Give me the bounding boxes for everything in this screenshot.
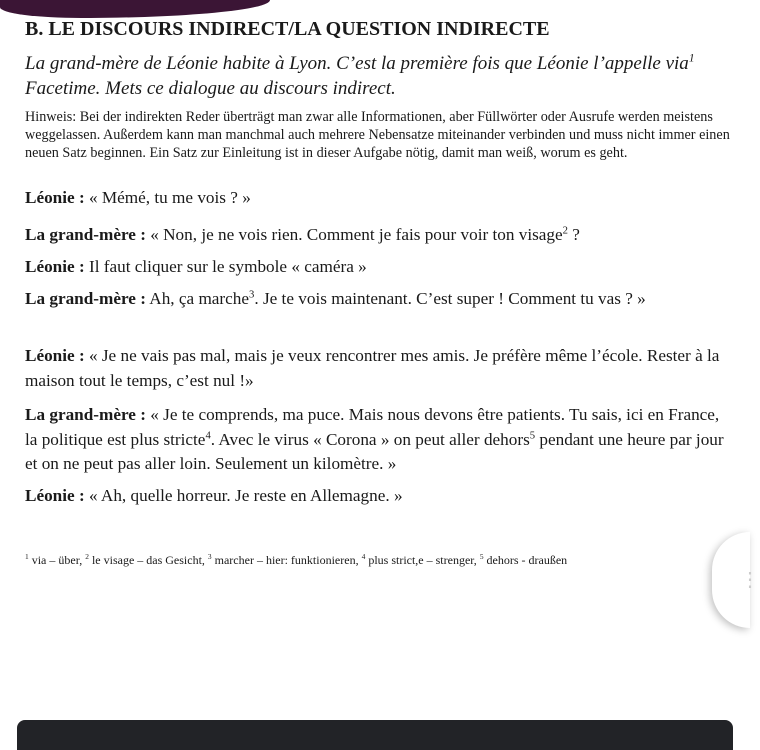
dialogue-text: . Je te vois maintenant. C’est super ! Comment tu vas ? »: [254, 289, 646, 308]
footnote: $^3$ marcher – hier: funktionieren,: [207, 552, 362, 567]
dialogue-line: [25, 403, 730, 477]
handle-icon: ⋮: [740, 569, 760, 591]
dialogue-line: [25, 287, 730, 312]
dialogue-line: [25, 223, 730, 248]
footnote: $^5$ dehors - draußen: [479, 552, 568, 567]
speaker: Léonie :: [25, 257, 85, 276]
dialogue-text: « Non, je ne vois rien. Comment je fais pour voir ton visage: [145, 225, 563, 244]
dialogue-line: [25, 344, 730, 393]
section-heading: B. LE DISCOURS INDIRECT/LA QUESTION INDIRECTE: [25, 18, 550, 40]
footnote: $^2$ le visage – das Gesicht,: [85, 552, 208, 567]
footnote: $^4$ plus strict,e – strenger,: [361, 552, 480, 567]
footnote: $^1$ via – über,: [25, 552, 86, 567]
footnote-ref: 1: [688, 51, 695, 65]
header-decoration: [0, 0, 270, 18]
footnotes: [25, 553, 730, 568]
dialogue-line: [25, 186, 730, 211]
dialogue-text: Il faut cliquer sur le symbole « caméra »: [84, 257, 367, 276]
dialogue-text: « Ah, quelle horreur. Je reste en Allemagne. »: [84, 486, 403, 505]
dialogue-line: [25, 255, 730, 280]
dialogue-text: . Avec le virus « Corona » on peut aller dehors: [210, 429, 530, 449]
footnote-ref: 3: [249, 289, 255, 301]
dialogue-text: ?: [568, 225, 580, 244]
speaker: La grand-mère :: [25, 405, 146, 424]
speaker: Léonie :: [25, 346, 85, 365]
footnote-ref: 5: [529, 429, 536, 441]
task-instruction: [25, 51, 730, 101]
dialogue-line: [25, 484, 730, 509]
speaker: La grand-mère :: [25, 289, 146, 308]
dialogue-text: Ah, ça marche: [145, 289, 250, 308]
intro-text: La grand-mère de Léonie habite à Lyon. C’est la première fois que Léonie l’appelle via: [25, 53, 689, 74]
floating-action-button[interactable]: [712, 532, 760, 628]
dialogue-text: « Mémé, tu me vois ? »: [84, 188, 251, 207]
hint-paragraph: Hinweis: Bei der indirekten Reder überträgt man zwar alle Informationen, aber Füllwörter oder Ausrufe werden meistens weggelassen. Außerdem kann man manchmal auch mehrere Nebensatze miteinander verbinden und muss nicht immer einen neuen Satz beginnen. Ein Satz zur Einleitung ist in dieser Aufgabe nötig, damit man weiß, worum es geht.: [25, 109, 730, 161]
speaker: Léonie :: [25, 188, 85, 207]
footnote-ref: 4: [205, 429, 211, 441]
dialogue-text: « Je ne vais pas mal, mais je veux rencontrer mes amis. Je préfère même l’école. Rester à la maison tout le temps, c’est nul !»: [25, 346, 720, 390]
speaker: Léonie :: [25, 486, 85, 505]
intro-text: Facetime. Mets ce dialogue au discours indirect.: [25, 78, 396, 99]
dialogue-text: « Je te comprends, ma puce. Mais nous devons être patients. Tu sais, ici en France, la politique est plus stricte: [25, 405, 720, 449]
footnote-ref: 2: [562, 225, 568, 237]
dialogue-text: pendant une heure par jour et on ne peut pas aller loin. Seulement un kilomètre. »: [25, 429, 724, 473]
bottom-panel: [17, 720, 733, 750]
speaker: La grand-mère :: [25, 225, 146, 244]
